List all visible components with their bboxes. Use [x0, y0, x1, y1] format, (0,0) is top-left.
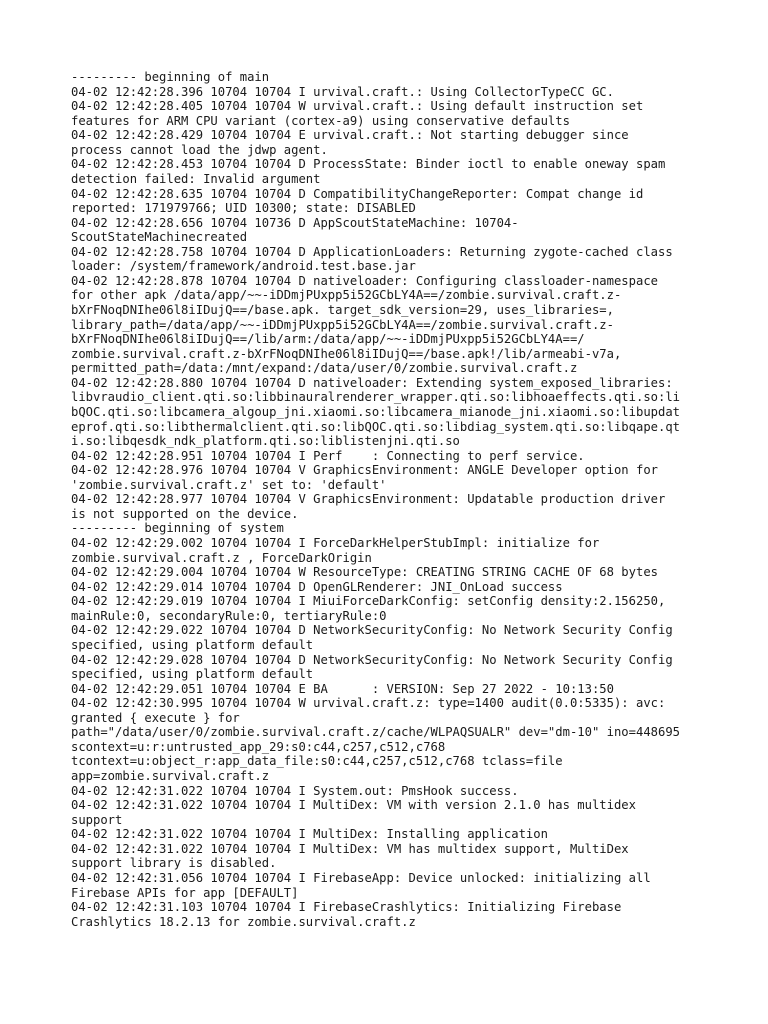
log-line: --------- beginning of system	[71, 521, 284, 536]
log-line: 04-02 12:42:31.056 10704 10704 I FirebaseApp: Device unlocked: initializing all	[71, 870, 651, 885]
log-line: i.so:libqesdk_ndk_platform.qti.so:liblistenjni.qti.so	[71, 434, 460, 449]
log-line: library_path=/data/app/~~-iDDmjPUxpp5i52GCbLY4A==/zombie.survival.craft.z-	[71, 317, 614, 332]
log-line: ScoutStateMachinecreated	[71, 230, 248, 245]
log-line: bXrFNoqDNIhe06l8iIDujQ==/base.apk. target_sdk_version=29, uses_libraries=,	[71, 303, 614, 317]
log-line: mainRule:0, secondaryRule:0, tertiaryRule:0	[71, 608, 387, 623]
log-line: process cannot load the jdwp agent.	[71, 142, 328, 157]
log-line: specified, using platform default	[71, 667, 314, 682]
log-line: 04-02 12:42:28.951 10704 10704 I Perf : Connecting to perf service.	[71, 448, 585, 463]
log-line: 'zombie.survival.craft.z' set to: 'default'	[71, 477, 387, 492]
log-line: 04-02 12:42:30.995 10704 10704 W urvival.craft.z: type=1400 audit(0.0:5335): avc:	[71, 696, 666, 711]
log-line: 04-02 12:42:28.758 10704 10704 D ApplicationLoaders: Returning zygote-cached class	[71, 244, 673, 259]
log-line: 04-02 12:42:31.103 10704 10704 I FirebaseCrashlytics: Initializing Firebase	[71, 900, 622, 915]
log-line: 04-02 12:42:31.022 10704 10704 I MultiDex: Installing application	[71, 827, 548, 842]
log-line: 04-02 12:42:28.878 10704 10704 D nativeloader: Configuring classloader-namespace	[71, 273, 658, 288]
log-line: is not supported on the device.	[71, 506, 299, 521]
log-line: 04-02 12:42:29.019 10704 10704 I MiuiForceDarkConfig: setConfig density:2.156250,	[71, 594, 666, 609]
log-line: 04-02 12:42:28.396 10704 10704 I urvival.craft.: Using CollectorTypeCC GC.	[71, 84, 614, 99]
log-line: 04-02 12:42:28.453 10704 10704 D ProcessState: Binder ioctl to enable oneway spam	[71, 157, 666, 172]
log-line: 04-02 12:42:29.014 10704 10704 D OpenGLRenderer: JNI_OnLoad success	[71, 579, 563, 594]
log-line: granted { execute } for	[71, 710, 240, 725]
log-line: tcontext=u:object_r:app_data_file:s0:c44,c257,c512,c768 tclass=file	[71, 754, 563, 769]
log-line: support	[71, 812, 123, 827]
log-line: scontext=u:r:untrusted_app_29:s0:c44,c257,c512,c768	[71, 739, 446, 754]
log-line: zombie.survival.craft.z , ForceDarkOrigin	[71, 550, 372, 565]
log-line: 04-02 12:42:29.051 10704 10704 E BA : VERSION: Sep 27 2022 - 10:13:50	[71, 681, 614, 696]
log-line: 04-02 12:42:28.429 10704 10704 E urvival.craft.: Not starting debugger since	[71, 128, 629, 143]
log-line: Crashlytics 18.2.13 for zombie.survival.craft.z	[71, 914, 416, 929]
log-line: for other apk /data/app/~~-iDDmjPUxpp5i52GCbLY4A==/zombie.survival.craft.z-	[71, 288, 622, 303]
log-output	[71, 70, 711, 929]
log-line: bQOC.qti.so:libcamera_algoup_jni.xiaomi.so:libcamera_mianode_jni.xiaomi.so:libupdat	[71, 404, 681, 419]
log-line: 04-02 12:42:28.656 10704 10736 D AppScoutStateMachine: 10704-	[71, 215, 519, 230]
log-line: 04-02 12:42:29.004 10704 10704 W ResourceType: CREATING STRING CACHE OF 68 bytes	[71, 565, 658, 580]
log-line: 04-02 12:42:31.022 10704 10704 I System.out: PmsHook success.	[71, 783, 519, 798]
log-line: path="/data/user/0/zombie.survival.craft.z/cache/WLPAQSUALR" dev="dm-10" ino=448695	[71, 725, 681, 740]
log-line: 04-02 12:42:31.022 10704 10704 I MultiDex: VM with version 2.1.0 has multidex	[71, 798, 636, 813]
log-line: detection failed: Invalid argument	[71, 171, 321, 186]
document-page	[71, 70, 711, 929]
log-line: 04-02 12:42:28.977 10704 10704 V GraphicsEnvironment: Updatable production driver	[71, 492, 666, 507]
log-line: specified, using platform default	[71, 637, 314, 652]
log-line: --------- beginning of main	[71, 70, 270, 84]
log-line: support library is disabled.	[71, 856, 277, 871]
log-line: loader: /system/framework/android.test.base.jar	[71, 259, 416, 274]
log-line: 04-02 12:42:29.002 10704 10704 I ForceDarkHelperStubImpl: initialize for	[71, 536, 600, 550]
log-line: features for ARM CPU variant (cortex-a9) using conservative defaults	[71, 113, 570, 128]
log-line: zombie.survival.craft.z-bXrFNoqDNIhe06l8iIDujQ==/base.apk!/lib/armeabi-v7a,	[71, 346, 622, 361]
log-line: 04-02 12:42:28.635 10704 10704 D CompatibilityChangeReporter: Compat change id	[71, 186, 644, 201]
log-line: 04-02 12:42:31.022 10704 10704 I MultiDex: VM has multidex support, MultiDex	[71, 841, 629, 856]
log-line: bXrFNoqDNIhe06l8iIDujQ==/lib/arm:/data/app/~~-iDDmjPUxpp5i52GCbLY4A==/	[71, 332, 585, 347]
log-line: permitted_path=/data:/mnt/expand:/data/user/0/zombie.survival.craft.z	[71, 361, 578, 376]
log-line: 04-02 12:42:28.976 10704 10704 V GraphicsEnvironment: ANGLE Developer option for	[71, 463, 658, 478]
log-line: eprof.qti.so:libthermalclient.qti.so:libQOC.qti.so:libdiag_system.qti.so:libqape.qt	[71, 419, 681, 434]
log-line: 04-02 12:42:29.022 10704 10704 D NetworkSecurityConfig: No Network Security Config	[71, 623, 673, 638]
log-line: reported: 171979766; UID 10300; state: DISABLED	[71, 201, 416, 216]
log-line: libvraudio_client.qti.so:libbinauralrenderer_wrapper.qti.so:libhoaeffects.qti.so:li	[71, 390, 681, 405]
log-line: 04-02 12:42:29.028 10704 10704 D NetworkSecurityConfig: No Network Security Config	[71, 652, 673, 667]
log-line: 04-02 12:42:28.405 10704 10704 W urvival.craft.: Using default instruction set	[71, 99, 644, 114]
log-line: 04-02 12:42:28.880 10704 10704 D nativeloader: Extending system_exposed_libraries:	[71, 375, 673, 390]
log-line: Firebase APIs for app [DEFAULT]	[71, 885, 299, 900]
log-line: app=zombie.survival.craft.z	[71, 769, 270, 783]
